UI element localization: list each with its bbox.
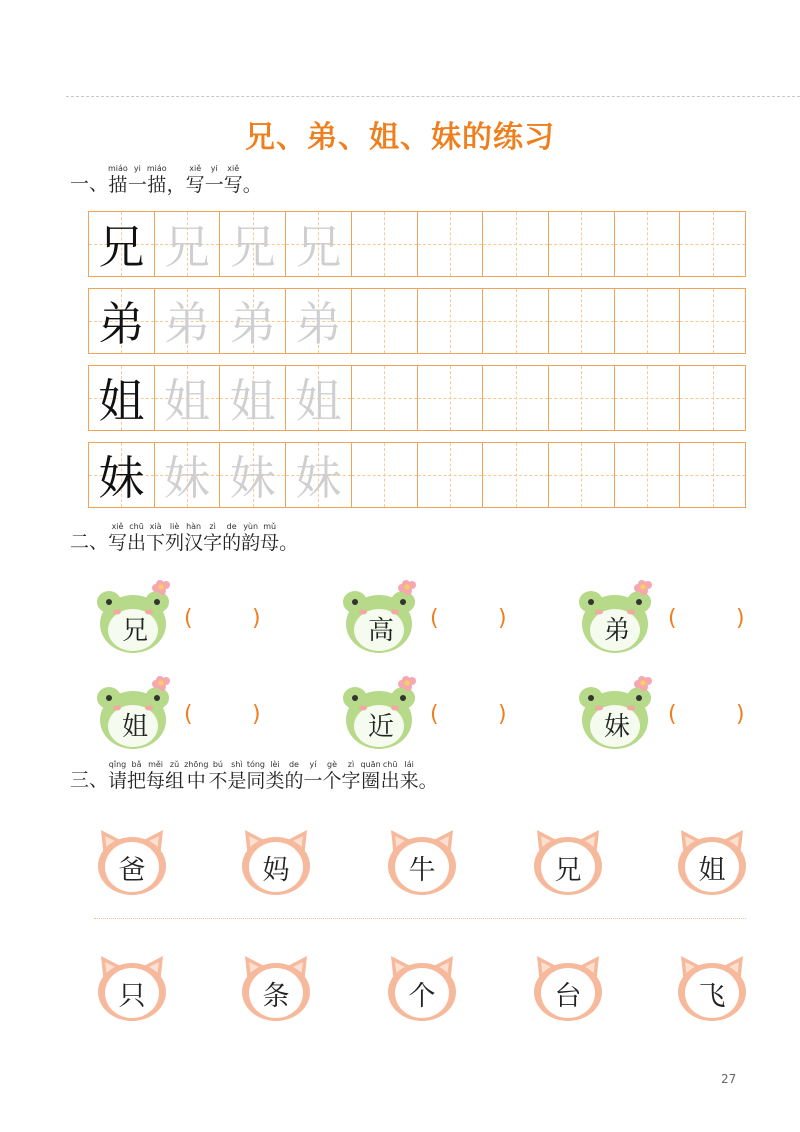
trace-cell (285, 289, 351, 353)
pinyin: xià (149, 522, 162, 531)
cat-card[interactable] (676, 954, 748, 1022)
hanzi: 写 (223, 174, 243, 196)
instruction-word (186, 164, 205, 196)
answer-blank[interactable] (198, 606, 248, 632)
cat-card[interactable] (532, 954, 604, 1022)
hanzi: 一 (204, 174, 224, 196)
trace-character: 弟 (164, 297, 211, 351)
cat-card[interactable] (532, 828, 604, 896)
instruction-word (205, 164, 224, 196)
section-number: 三、 (70, 769, 109, 791)
pinyin: tóng (246, 760, 266, 769)
frog-card (96, 580, 174, 654)
blank-writing-cell[interactable] (482, 443, 548, 507)
hanzi: 母 (260, 532, 280, 554)
instruction-word (108, 760, 127, 792)
instruction-word (342, 760, 361, 792)
hanzi: 下 (146, 532, 166, 554)
instruction-word (165, 522, 184, 554)
instruction-word (165, 760, 184, 792)
trace-cell (285, 443, 351, 507)
pinyin: zì (347, 760, 355, 769)
cat-character: 个 (408, 981, 436, 1012)
blank-writing-cell[interactable] (482, 212, 548, 276)
answer-paren-open: ( (668, 606, 677, 631)
instruction-word (184, 760, 208, 792)
answer-paren-open: ( (184, 606, 193, 631)
hanzi: 圈 (361, 770, 381, 792)
blank-writing-cell[interactable] (548, 212, 614, 276)
trace-character: 兄 (229, 220, 276, 274)
pinyin: hàn (186, 522, 202, 531)
answer-paren-close: ) (252, 606, 261, 631)
model-cell (89, 366, 154, 430)
cat-card[interactable] (386, 954, 458, 1022)
section-2-title (70, 522, 298, 554)
instruction-word (227, 760, 246, 792)
cat-character: 只 (118, 981, 146, 1012)
hanzi: 。 (279, 532, 299, 554)
cat-character: 台 (554, 981, 582, 1012)
trace-cell (219, 289, 285, 353)
pinyin: de (288, 760, 299, 769)
cat-character: 牛 (408, 855, 436, 886)
answer-paren-open: ( (430, 702, 439, 727)
hanzi: 描 (108, 174, 128, 196)
cat-character: 飞 (698, 981, 726, 1012)
blank-writing-cell[interactable] (614, 289, 680, 353)
trace-cell (219, 443, 285, 507)
frog-card (342, 580, 420, 654)
pinyin (419, 760, 438, 770)
pinyin: shì (231, 760, 243, 769)
hanzi: 的 (284, 770, 304, 792)
answer-paren-close: ) (498, 702, 507, 727)
blank-writing-cell[interactable] (548, 366, 614, 430)
frog-character: 弟 (603, 616, 630, 646)
pinyin: lái (404, 760, 414, 769)
blank-writing-cell[interactable] (351, 443, 417, 507)
blank-writing-cell[interactable] (417, 366, 483, 430)
blank-writing-cell[interactable] (351, 366, 417, 430)
top-divider (66, 96, 800, 97)
pinyin: xiě (189, 164, 202, 173)
cat-card[interactable] (96, 954, 168, 1022)
page-title: 兄、弟、姐、妹的练习 (245, 120, 555, 155)
hanzi: 类 (265, 770, 285, 792)
hanzi: 是 (227, 770, 247, 792)
instruction-word (243, 164, 262, 196)
pinyin: gè (326, 760, 337, 769)
pinyin: bú (212, 760, 223, 769)
instruction-word (184, 522, 203, 554)
answer-blank[interactable] (682, 606, 732, 632)
cat-character: 爸 (118, 855, 146, 886)
trace-cell (285, 212, 351, 276)
pinyin: xiě (227, 164, 240, 173)
answer-blank[interactable] (682, 702, 732, 728)
blank-writing-cell[interactable] (548, 289, 614, 353)
frog-character: 高 (367, 616, 394, 646)
instruction-word (400, 760, 419, 792)
instruction-word (146, 760, 165, 792)
blank-writing-cell[interactable] (482, 289, 548, 353)
hanzi: 同 (246, 770, 266, 792)
instruction-word (322, 760, 341, 792)
trace-character: 姐 (164, 374, 211, 428)
trace-cell (219, 366, 285, 430)
instruction-word (128, 164, 147, 196)
hanzi: 来 (399, 770, 419, 792)
hanzi: 出 (380, 770, 400, 792)
hanzi: 汉 (184, 532, 204, 554)
answer-blank[interactable] (198, 702, 248, 728)
instruction-word (419, 760, 438, 792)
trace-character: 姐 (295, 374, 342, 428)
model-character: 弟 (98, 297, 145, 351)
cat-card[interactable] (386, 828, 458, 896)
trace-character: 兄 (164, 220, 211, 274)
page-number: 27 (721, 1072, 737, 1086)
hanzi: 。 (418, 770, 438, 792)
blank-writing-cell[interactable] (417, 212, 483, 276)
pinyin: zì (209, 522, 216, 531)
blank-writing-cell[interactable] (351, 212, 417, 276)
trace-character: 弟 (229, 297, 276, 351)
answer-paren-open: ( (430, 606, 439, 631)
blank-writing-cell[interactable] (417, 443, 483, 507)
instruction-word (381, 760, 400, 792)
group-divider (94, 918, 746, 919)
trace-cell (154, 443, 220, 507)
pinyin: de (226, 522, 237, 531)
grid-row (88, 442, 746, 508)
pinyin (167, 164, 186, 174)
blank-writing-cell[interactable] (614, 443, 680, 507)
hanzi: ， (166, 174, 186, 196)
pinyin: bǎ (131, 760, 142, 769)
pinyin: mǔ (263, 522, 277, 531)
section-number: 一、 (70, 173, 109, 195)
blank-writing-cell[interactable] (614, 366, 680, 430)
pinyin: měi (148, 760, 164, 769)
hanzi: 写 (108, 532, 128, 554)
instruction-word (246, 760, 265, 792)
answer-blank[interactable] (444, 702, 494, 728)
trace-cell (154, 366, 220, 430)
trace-character: 妹 (164, 451, 211, 505)
blank-writing-cell[interactable] (679, 289, 745, 353)
pinyin: yi (133, 164, 141, 173)
cat-character: 条 (262, 981, 290, 1012)
instruction-word (127, 760, 146, 792)
instruction-word (127, 522, 146, 554)
instruction-word (279, 522, 298, 554)
blank-writing-cell[interactable] (679, 212, 745, 276)
hanzi: 描 (147, 174, 167, 196)
cat-card[interactable] (676, 828, 748, 896)
frog-card (96, 676, 174, 750)
section-1-title (70, 164, 262, 196)
answer-blank[interactable] (444, 606, 494, 632)
model-cell (89, 212, 154, 276)
instruction-word (167, 164, 186, 196)
pinyin: zhōng (184, 760, 209, 769)
pinyin: lèi (270, 760, 280, 769)
trace-cell (154, 289, 220, 353)
model-character: 姐 (98, 374, 145, 428)
instruction-word (265, 760, 284, 792)
cat-character: 姐 (698, 855, 726, 886)
instruction-word (224, 164, 243, 196)
frog-card (342, 676, 420, 750)
instruction-word (108, 522, 127, 554)
pinyin: yí (309, 760, 317, 769)
instruction-word (208, 760, 227, 792)
pinyin: miáo (108, 164, 128, 173)
cat-card[interactable] (96, 828, 168, 896)
trace-cell (154, 212, 220, 276)
trace-character: 妹 (229, 451, 276, 505)
pinyin: miáo (146, 164, 167, 173)
answer-paren-close: ) (252, 702, 261, 727)
instruction-word (284, 760, 303, 792)
hanzi: 一 (303, 770, 323, 792)
blank-writing-cell[interactable] (417, 289, 483, 353)
hanzi: 把 (127, 770, 147, 792)
frog-character: 近 (367, 712, 394, 742)
grid-row (88, 365, 746, 431)
hanzi: 韵 (241, 532, 261, 554)
instruction-word (108, 164, 128, 196)
hanzi: 列 (165, 532, 185, 554)
hanzi: 组 (165, 770, 185, 792)
instruction-word (146, 522, 165, 554)
instruction-word (303, 760, 322, 792)
model-cell (89, 443, 154, 507)
hanzi: 请 (108, 770, 128, 792)
hanzi: 不 (208, 770, 228, 792)
hanzi: 字 (341, 770, 361, 792)
instruction-word (241, 522, 260, 554)
instruction-word (260, 522, 279, 554)
trace-character: 兄 (295, 220, 342, 274)
answer-paren-close: ) (736, 606, 745, 631)
trace-character: 弟 (295, 297, 342, 351)
blank-writing-cell[interactable] (679, 443, 745, 507)
hanzi: 中 (186, 770, 206, 792)
blank-writing-cell[interactable] (351, 289, 417, 353)
hanzi: 个 (322, 770, 342, 792)
frog-character: 妹 (603, 712, 630, 742)
hanzi: 每 (146, 770, 166, 792)
hanzi: 的 (222, 532, 242, 554)
pinyin: yi (210, 164, 218, 173)
hanzi: 字 (203, 532, 223, 554)
answer-paren-open: ( (668, 702, 677, 727)
frog-character: 姐 (121, 712, 148, 742)
pinyin: quān (360, 760, 381, 769)
model-cell (89, 289, 154, 353)
blank-writing-cell[interactable] (614, 212, 680, 276)
answer-paren-close: ) (498, 606, 507, 631)
trace-character: 妹 (295, 451, 342, 505)
blank-writing-cell[interactable] (548, 443, 614, 507)
answer-paren-open: ( (184, 702, 193, 727)
pinyin: chū (129, 522, 144, 531)
instruction-word (147, 164, 167, 196)
grid-row (88, 211, 746, 277)
answer-paren-close: ) (736, 702, 745, 727)
instruction-word (203, 522, 222, 554)
model-character: 兄 (98, 220, 145, 274)
pinyin: liè (169, 522, 180, 531)
trace-cell (219, 212, 285, 276)
pinyin (243, 164, 262, 174)
blank-writing-cell[interactable] (679, 366, 745, 430)
pinyin (279, 522, 298, 532)
cat-card[interactable] (240, 954, 312, 1022)
hanzi: 。 (242, 174, 262, 196)
pinyin: qǐng (108, 760, 127, 769)
model-character: 妹 (98, 451, 145, 505)
trace-character: 姐 (229, 374, 276, 428)
cat-character: 兄 (554, 855, 582, 886)
pinyin: zǔ (169, 760, 180, 769)
section-3-title (70, 760, 438, 792)
trace-cell (285, 366, 351, 430)
pinyin: yùn (243, 522, 259, 531)
grid-row (88, 288, 746, 354)
pinyin: xiě (111, 522, 124, 531)
cat-character: 妈 (262, 855, 290, 886)
frog-character: 兄 (121, 616, 148, 646)
hanzi: 一 (127, 174, 147, 196)
instruction-word (222, 522, 241, 554)
blank-writing-cell[interactable] (482, 366, 548, 430)
instruction-word (361, 760, 381, 792)
frog-card (578, 580, 656, 654)
cat-card[interactable] (240, 828, 312, 896)
pinyin: chū (382, 760, 398, 769)
hanzi: 写 (185, 174, 205, 196)
section-number: 二、 (70, 531, 109, 553)
frog-card (578, 676, 656, 750)
hanzi: 出 (127, 532, 147, 554)
